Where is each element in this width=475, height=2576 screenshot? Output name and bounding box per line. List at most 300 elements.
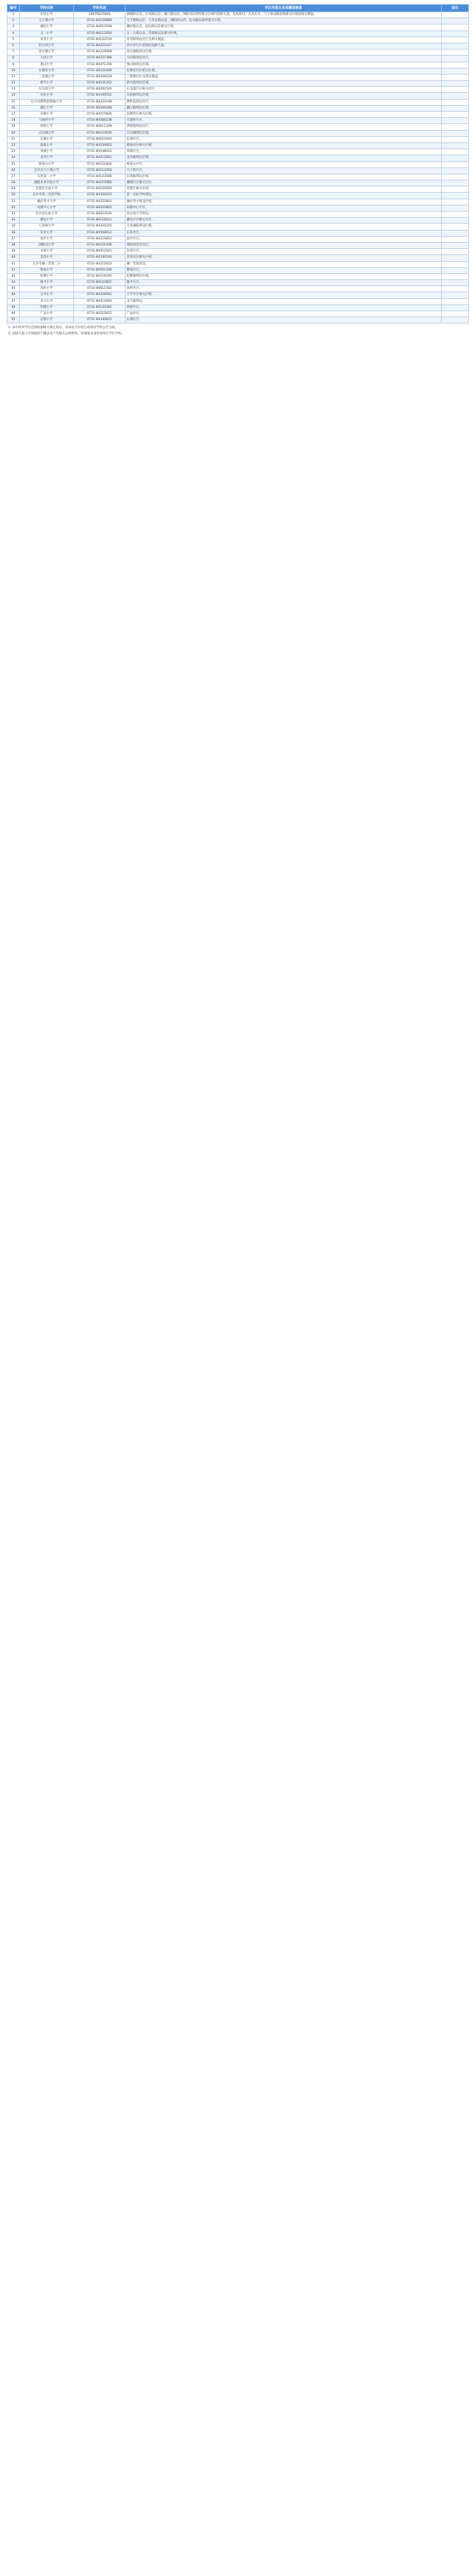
- cell-school-tel: 0731-84420198: [74, 99, 126, 105]
- table-row: [7, 174, 469, 180]
- cell-school-tel: 0731-84492520: [74, 87, 126, 93]
- cell-note: [442, 62, 469, 68]
- cell-school-name: 育英小学: [20, 37, 74, 43]
- cell-district-scope: 大同路周边社区。: [126, 56, 442, 62]
- cell-no: 40: [7, 255, 20, 261]
- table-row: [7, 81, 469, 87]
- cell-note: [442, 242, 469, 248]
- cell-school-tel: 0731-84561206: [74, 267, 126, 273]
- cell-district-scope: 龙华路周边区域。: [126, 155, 442, 161]
- table-row: [7, 273, 469, 279]
- table-row: [7, 230, 469, 236]
- cell-district-scope: 浏阳河沿岸社区。: [126, 242, 442, 248]
- cell-district-scope: 松雅湖周边区域。: [126, 273, 442, 279]
- cell-note: [442, 280, 469, 286]
- cell-no: 31: [7, 199, 20, 205]
- cell-district-scope: 火炬路周边区域。: [126, 93, 442, 99]
- cell-school-name: 东风第二小学: [20, 174, 74, 180]
- cell-school-name: 锦泰小学: [20, 142, 74, 148]
- table-row: [7, 99, 469, 105]
- cell-district-scope: 东业社区。: [126, 230, 442, 236]
- cell-school-tel: 0731-84112050: [74, 31, 126, 37]
- cell-note: [442, 56, 469, 62]
- cell-district-scope: 长郡片区。: [126, 317, 442, 323]
- cell-school-name: 芙蓉区实验小学: [20, 186, 74, 193]
- cell-school-tel: 0731-85046208: [74, 105, 126, 111]
- table-row: [7, 304, 469, 311]
- cell-school-name: 大同小学: [20, 56, 74, 62]
- cell-note: [442, 218, 469, 224]
- cell-school-name: 清水塘小学: [20, 49, 74, 56]
- header-school-name: 学校名称: [20, 5, 74, 12]
- cell-no: 14: [7, 93, 20, 99]
- cell-note: [442, 142, 469, 148]
- cell-school-name: 泉塘小学: [20, 112, 74, 118]
- table-row: [7, 242, 469, 248]
- cell-no: 24: [7, 155, 20, 161]
- cell-note: [442, 205, 469, 211]
- cell-school-tel: 0731-84215610: [74, 261, 126, 267]
- cell-no: 41: [7, 261, 20, 267]
- cell-district-scope: 泉塘中心片区。: [126, 205, 442, 211]
- cell-district-scope: 县实验小学周边。: [126, 212, 442, 218]
- cell-school-tel: 0731-84216205: [74, 273, 126, 279]
- cell-school-name: 长沙市湘一芙蓉二小: [20, 261, 74, 267]
- cell-district-scope: 新竹路周边区域。: [126, 81, 442, 87]
- table-row: [7, 193, 469, 199]
- cell-school-tel: 18975825969: [74, 12, 126, 18]
- cell-no: 12: [7, 81, 20, 87]
- cell-note: [442, 99, 469, 105]
- cell-district-scope: 五一大道以北，芙蓉路以东部分区域。: [126, 31, 442, 37]
- cell-note: [442, 43, 469, 49]
- cell-note: [442, 267, 469, 273]
- table-row: [7, 74, 469, 80]
- cell-note: [442, 273, 469, 279]
- cell-school-tel: 0731-84221507: [74, 43, 126, 49]
- table-row: [7, 136, 469, 142]
- school-district-table: [7, 4, 469, 323]
- cell-no: 46: [7, 292, 20, 298]
- table-row: [7, 149, 469, 155]
- cell-school-name: 长沙市马王堆小学: [20, 167, 74, 174]
- table-row: [7, 56, 469, 62]
- cell-school-name: 凤凰小学: [20, 149, 74, 155]
- cell-no: 8: [7, 56, 20, 62]
- cell-note: [442, 93, 469, 99]
- cell-note: [442, 292, 469, 298]
- cell-school-name: 长沙市第一实验学校: [20, 193, 74, 199]
- cell-note: [442, 68, 469, 74]
- table-row: [7, 68, 469, 74]
- cell-district-scope: 燕山街周边区域。: [126, 62, 442, 68]
- cell-district-scope: 教科院周边社区。: [126, 99, 442, 105]
- table-row: [7, 255, 469, 261]
- cell-district-scope: 古汉城周边区域。: [126, 130, 442, 136]
- school-district-document: [7, 4, 468, 337]
- table-row: [7, 24, 469, 31]
- cell-no: 37: [7, 236, 20, 242]
- table-row: [7, 18, 469, 24]
- cell-note: [442, 193, 469, 199]
- cell-district-scope: 湘一芙蓉周边。: [126, 261, 442, 267]
- cell-district-scope: 合平片区相关区域。: [126, 292, 442, 298]
- cell-school-tel: 0731-84216852: [74, 236, 126, 242]
- cell-no: 25: [7, 161, 20, 167]
- cell-school-tel: 0731-84531252: [74, 81, 126, 87]
- cell-note: [442, 124, 469, 130]
- cell-note: [442, 261, 469, 267]
- cell-district-scope: 广益社区。: [126, 311, 442, 317]
- cell-school-tel: 0731-84122150: [74, 37, 126, 43]
- cell-school-tel: 0731-84560238: [74, 118, 126, 124]
- cell-note: [442, 37, 469, 43]
- cell-school-name: 杨家山小学: [20, 161, 74, 167]
- cell-school-name: 湘府英才小学: [20, 199, 74, 205]
- cell-no: 16: [7, 105, 20, 111]
- cell-district-scope: 木莲片区。: [126, 249, 442, 255]
- cell-district-scope: 湘龙片区相关社区。: [126, 218, 442, 224]
- cell-no: 11: [7, 74, 20, 80]
- cell-district-scope: 湘江路周边区域。: [126, 105, 442, 111]
- cell-school-tel: 0731-84229068: [74, 49, 126, 56]
- cell-no: 43: [7, 273, 20, 279]
- cell-no: 23: [7, 149, 20, 155]
- cell-note: [442, 186, 469, 193]
- cell-note: [442, 24, 469, 31]
- cell-note: [442, 31, 469, 37]
- cell-school-name: 星沙小学: [20, 236, 74, 242]
- cell-school-name: 隆平小学: [20, 280, 74, 286]
- cell-no: 30: [7, 193, 20, 199]
- cell-district-scope: 金茂社区相关区域。: [126, 255, 442, 261]
- cell-no: 7: [7, 49, 20, 56]
- cell-district-scope: 龙马路周边。: [126, 298, 442, 304]
- cell-no: 29: [7, 186, 20, 193]
- cell-note: [442, 317, 469, 323]
- table-row: [7, 249, 469, 255]
- table-row: [7, 180, 469, 186]
- cell-school-tel: 0731-84023526: [74, 212, 126, 218]
- cell-school-name: 木莲小学: [20, 249, 74, 255]
- cell-no: 35: [7, 224, 20, 230]
- cell-school-name: 火炬小学: [20, 93, 74, 99]
- cell-school-tel: 0731-84116211: [74, 218, 126, 224]
- cell-district-scope: 杨家山社区。: [126, 161, 442, 167]
- cell-school-name: 雅境小学: [20, 267, 74, 273]
- header-no: 编号: [7, 5, 20, 12]
- cell-no: 38: [7, 242, 20, 248]
- table-row: [7, 186, 469, 193]
- cell-school-tel: 0731-84330512: [74, 93, 126, 99]
- footnotes: [7, 326, 468, 337]
- cell-note: [442, 155, 469, 161]
- cell-school-name: 长郡小学: [20, 317, 74, 323]
- cell-note: [442, 49, 469, 56]
- cell-school-tel: 0731-84215822: [74, 311, 126, 317]
- cell-note: [442, 18, 469, 24]
- cell-school-tel: 0731-84123520: [74, 130, 126, 136]
- cell-school-tel: 0731-84123566: [74, 174, 126, 180]
- header-note: 备注: [442, 5, 469, 12]
- cell-district-scope: 马王堆片区。: [126, 167, 442, 174]
- table-row: [7, 205, 469, 211]
- cell-school-name: 古汉城小学: [20, 130, 74, 136]
- cell-no: 32: [7, 205, 20, 211]
- cell-school-tel: 0731-84120050: [74, 186, 126, 193]
- cell-note: [442, 167, 469, 174]
- table-row: [7, 311, 469, 317]
- cell-school-tel: 0731-84226815: [74, 142, 126, 148]
- cell-no: 28: [7, 180, 20, 186]
- table-row: [7, 286, 469, 292]
- cell-no: 39: [7, 249, 20, 255]
- cell-district-scope: 湘郡片区相关社区。: [126, 180, 442, 186]
- cell-school-name: 龙马小学: [20, 298, 74, 304]
- cell-no: 10: [7, 68, 20, 74]
- table-row: [7, 317, 469, 323]
- cell-no: 9: [7, 62, 20, 68]
- cell-school-name: 合平小学: [20, 292, 74, 298]
- table-row: [7, 118, 469, 124]
- cell-school-name: 松雅小学: [20, 273, 74, 279]
- cell-school-tel: 0731-85038012: [74, 149, 126, 155]
- cell-no: 19: [7, 124, 20, 130]
- table-row: [7, 218, 469, 224]
- cell-school-name: 东业小学: [20, 230, 74, 236]
- table-row: [7, 43, 469, 49]
- cell-district-scope: 马王堆路以东，人民东路以北，浏阳河以西，远大路以南所围合区域。: [126, 18, 442, 24]
- table-body: [7, 12, 469, 323]
- table-row: [7, 292, 469, 298]
- cell-school-name: 浏阳河小学: [20, 242, 74, 248]
- cell-no: 13: [7, 87, 20, 93]
- cell-school-name: 五一小学: [20, 31, 74, 37]
- cell-school-tel: 0731-84611209: [74, 124, 126, 130]
- table-row: [7, 267, 469, 273]
- cell-district-scope: 泉塘社区相关区域。: [126, 112, 442, 118]
- cell-note: [442, 236, 469, 242]
- cell-no: 4: [7, 31, 20, 37]
- cell-school-name: 马王堆小学: [20, 18, 74, 24]
- cell-note: [442, 224, 469, 230]
- cell-school-name: 龙华小学: [20, 155, 74, 161]
- cell-school-name: 金茂小学: [20, 255, 74, 261]
- table-row: [7, 37, 469, 43]
- cell-school-name: 东屯渡小学: [20, 87, 74, 93]
- table-row: [7, 280, 469, 286]
- cell-note: [442, 255, 469, 261]
- table-row: [7, 49, 469, 56]
- cell-school-tel: 0731-84471256: [74, 62, 126, 68]
- cell-district-scope: 万家丽路周边区域。: [126, 224, 442, 230]
- cell-school-tel: 0731-84122801: [74, 280, 126, 286]
- cell-note: [442, 230, 469, 236]
- cell-school-name: 三角塘小学: [20, 74, 74, 80]
- cell-school-tel: 0731-84120362: [74, 304, 126, 311]
- cell-school-tel: 0731-84412061: [74, 155, 126, 161]
- cell-note: [442, 81, 469, 87]
- cell-school-name: 明德小学: [20, 304, 74, 311]
- cell-school-name: 长沙县实验小学: [20, 212, 74, 218]
- cell-note: [442, 105, 469, 111]
- cell-school-name: 燕山小学: [20, 62, 74, 68]
- cell-note: [442, 74, 469, 80]
- cell-no: 49: [7, 311, 20, 317]
- cell-district-scope: 锦泰社区相关区域。: [126, 142, 442, 148]
- cell-school-name: 湘龙小学: [20, 218, 74, 224]
- cell-no: 1: [7, 12, 20, 18]
- cell-school-tel: 0731-84436528: [74, 74, 126, 80]
- table-row: [7, 124, 469, 130]
- cell-school-name: 广益小学: [20, 311, 74, 317]
- cell-school-tel: 0731-84412826: [74, 298, 126, 304]
- cell-school-name: 新竹小学: [20, 81, 74, 87]
- cell-school-tel: 0731-84522801: [74, 199, 126, 205]
- cell-no: 45: [7, 286, 20, 292]
- cell-no: 18: [7, 118, 20, 124]
- cell-school-name: 湘郡未来实验小学: [20, 180, 74, 186]
- table-row: [7, 105, 469, 111]
- cell-note: [442, 12, 469, 18]
- cell-school-name: 长塘里小学: [20, 68, 74, 74]
- cell-no: 27: [7, 174, 20, 180]
- cell-note: [442, 136, 469, 142]
- cell-school-tel: 0731-84120889: [74, 18, 126, 24]
- cell-no: 17: [7, 112, 20, 118]
- cell-district-scope: 东屯渡片区相关社区。: [126, 87, 442, 93]
- cell-note: [442, 174, 469, 180]
- cell-district-scope: 东湖片区。: [126, 136, 442, 142]
- table-row: [7, 199, 469, 205]
- cell-district-scope: 芙蓉区相关区域。: [126, 186, 442, 193]
- cell-school-name: 四方坪小学: [20, 43, 74, 49]
- cell-school-tel: 0731-84226052: [74, 292, 126, 298]
- cell-school-tel: 0731-84610263: [74, 136, 126, 142]
- cell-no: 42: [7, 267, 20, 273]
- cell-school-name: 万家丽小学: [20, 224, 74, 230]
- cell-school-name: 长沙市教科院附属小学: [20, 99, 74, 105]
- cell-school-tel: 0731-84227388: [74, 56, 126, 62]
- cell-district-scope: 雅境片区。: [126, 267, 442, 273]
- cell-school-tel: 0731-84320015: [74, 193, 126, 199]
- cell-district-scope: 鸿铭路周边社区。: [126, 124, 442, 130]
- cell-school-tel: 0731-84215826: [74, 112, 126, 118]
- cell-school-tel: 0731-84121006: [74, 68, 126, 74]
- header-district-scope: 学区范围及具体覆盖楼盘: [126, 5, 442, 12]
- table-row: [7, 167, 469, 174]
- cell-district-scope: 马坡岭片区。: [126, 118, 442, 124]
- cell-district-scope: 浏城桥以北，东风路以东，湘江路以南，浏阳河以西所围合区域内适龄儿童。东风新村、东风社区、马王堆北路沿线部分区域及相关楼盘。: [126, 12, 442, 18]
- cell-district-scope: 凤凰片区。: [126, 149, 442, 155]
- table-row: [7, 130, 469, 136]
- table-header-row: [7, 5, 469, 12]
- cell-note: [442, 112, 469, 118]
- cell-school-tel: 0731-84121826: [74, 161, 126, 167]
- cell-note: [442, 286, 469, 292]
- cell-school-tel: 0731-84330815: [74, 317, 126, 323]
- table-row: [7, 224, 469, 230]
- cell-school-name: 鸿铭小学: [20, 124, 74, 130]
- cell-district-scope: 东风路周边区域。: [126, 174, 442, 180]
- cell-note: [442, 249, 469, 255]
- cell-no: 50: [7, 317, 20, 323]
- cell-no: 3: [7, 24, 20, 31]
- cell-note: [442, 199, 469, 205]
- table-row: [7, 236, 469, 242]
- cell-no: 34: [7, 218, 20, 224]
- cell-no: 26: [7, 167, 20, 174]
- cell-school-tel: 0731-84215066: [74, 180, 126, 186]
- table-row: [7, 93, 469, 99]
- table-row: [7, 12, 469, 18]
- table-row: [7, 298, 469, 304]
- cell-no: 6: [7, 43, 20, 49]
- cell-school-tel: 0731-84610558: [74, 24, 126, 31]
- table-row: [7, 161, 469, 167]
- cell-note: [442, 130, 469, 136]
- cell-district-scope: 四方坪片区范围内适龄儿童。: [126, 43, 442, 49]
- cell-no: 2: [7, 18, 20, 24]
- cell-district-scope: 明德片区。: [126, 304, 442, 311]
- cell-no: 47: [7, 298, 20, 304]
- table-row: [7, 31, 469, 37]
- cell-district-scope: 湘府路以北，韶山路以东相关区域。: [126, 24, 442, 31]
- cell-school-tel: 0731-84121036: [74, 242, 126, 248]
- cell-note: [442, 118, 469, 124]
- cell-district-scope: 高岭社区。: [126, 286, 442, 292]
- cell-district-scope: 第一实验学校周边。: [126, 193, 442, 199]
- cell-district-scope: 清水塘路周边区域。: [126, 49, 442, 56]
- cell-district-scope: 三角塘社区及周边楼盘。: [126, 74, 442, 80]
- cell-note: [442, 180, 469, 186]
- table-row: [7, 212, 469, 218]
- cell-school-tel: 0731-84412501: [74, 249, 126, 255]
- cell-school-tel: 0731-84611582: [74, 286, 126, 292]
- cell-district-scope: 育英路周边社区及相关楼盘。: [126, 37, 442, 43]
- cell-district-scope: 星沙片区。: [126, 236, 442, 242]
- cell-no: 33: [7, 212, 20, 218]
- cell-school-name: 湘江小学: [20, 105, 74, 111]
- cell-no: 5: [7, 37, 20, 43]
- cell-school-name: 马坡岭小学: [20, 118, 74, 124]
- cell-no: 48: [7, 304, 20, 311]
- footnote-1: 1. 表中所列学区范围依据相关规定划分，具体以当年招生政策及学校公告为准。: [8, 326, 119, 330]
- cell-school-tel: 0731-84330526: [74, 255, 126, 261]
- cell-no: 44: [7, 280, 20, 286]
- cell-no: 20: [7, 130, 20, 136]
- table-row: [7, 142, 469, 148]
- cell-school-name: 湘府小学: [20, 24, 74, 31]
- table-row: [7, 261, 469, 267]
- cell-note: [442, 311, 469, 317]
- cell-note: [442, 298, 469, 304]
- cell-no: 36: [7, 230, 20, 236]
- cell-school-name: 高岭小学: [20, 286, 74, 292]
- cell-school-tel: 0731-84420215: [74, 224, 126, 230]
- cell-district-scope: 长塘里社区相关区域。: [126, 68, 442, 74]
- cell-school-tel: 0731-84225802: [74, 205, 126, 211]
- cell-no: 21: [7, 136, 20, 142]
- cell-school-tel: 0731-84568012: [74, 230, 126, 236]
- footnote-2: 2. 适龄儿童入学须提供户籍及房产等相关证明材料，详细要求请咨询所在学区学校。: [8, 332, 125, 336]
- cell-note: [442, 87, 469, 93]
- cell-note: [442, 304, 469, 311]
- cell-school-name: 泉塘中心小学: [20, 205, 74, 211]
- table-row: [7, 62, 469, 68]
- table-row: [7, 87, 469, 93]
- table-row: [7, 112, 469, 118]
